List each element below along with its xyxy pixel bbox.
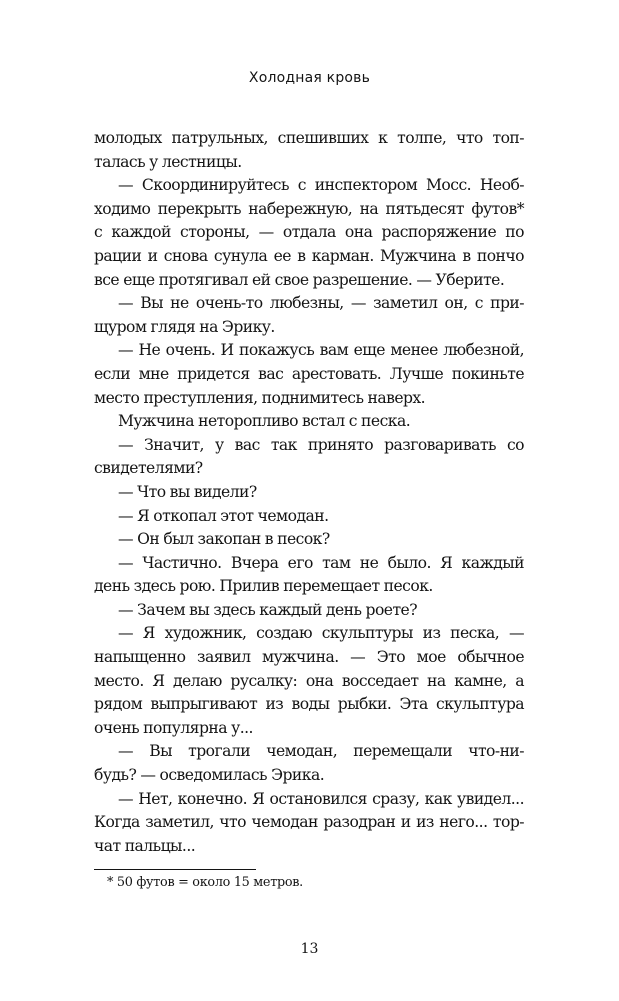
text-line: будь? — осведомилась Эрика. [94, 766, 325, 785]
text-line: место преступления, поднимитесь наверх. [94, 388, 426, 407]
text-line: — Я художник, создаю скульптуры из песка, — [118, 624, 524, 643]
footnote-divider [94, 869, 256, 870]
page-number: 13 [300, 941, 319, 957]
text-line: — Он был закопан в песок? [118, 530, 330, 549]
footnote: * 50 футов = около 15 метров. [107, 875, 303, 890]
text-line: — Я откопал этот чемодан. [118, 506, 329, 525]
text-line: — Значит, у вас так принято разговаривать со [118, 435, 524, 454]
text-line: — Что вы видели? [118, 482, 257, 501]
text-line: — Вы трогали чемодан, перемещали что-ни- [118, 742, 524, 761]
text-line: — Нет, конечно. Я остановился сразу, как увидел... [118, 789, 524, 808]
text-line: место. Я делаю русалку: она восседает на камне, а [94, 671, 524, 690]
text-line: — Вы не очень-то любезны, — заметил он, с при- [118, 294, 524, 313]
text-line: щуром глядя на Эрику. [94, 317, 275, 336]
running-title: Холодная кровь [248, 70, 371, 86]
text-line: если мне придется вас арестовать. Лучше покиньте [94, 364, 524, 383]
text-line: день здесь рою. Прилив перемещает песок. [94, 577, 433, 596]
text-line: — Не очень. И покажусь вам еще менее любезной, [118, 341, 524, 360]
text-line: с каждой стороны, — отдала она распоряжение по [94, 223, 524, 242]
text-line: рации и снова сунула ее в карман. Мужчина в пончо [94, 246, 524, 265]
text-line: рядом выпрыгивают из воды рыбки. Эта скульптура [94, 695, 524, 714]
text-line: молодых патрульных, спешивших к толпе, что топ- [94, 129, 524, 147]
text-line: все еще протягивал ей свое разрешение. — Уберите. [94, 270, 505, 289]
text-line: — Скоординируйтесь с инспектором Мосс. Необ- [118, 176, 524, 195]
text-line: свидетелями? [94, 459, 203, 478]
text-line: — Частично. Вчера его там не было. Я каждый [118, 553, 524, 572]
body-text [94, 127, 524, 858]
text-line: чат пальцы... [94, 836, 196, 855]
text-line: талась у лестницы. [94, 152, 242, 171]
text-line: Когда заметил, что чемодан разодран и из него... тор- [94, 813, 524, 832]
text-line: Мужчина неторопливо встал с песка. [118, 412, 411, 431]
text-line: напыщенно заявил мужчина. — Это мое обычное [94, 648, 524, 667]
text-line: ходимо перекрыть набережную, на пятьдесят футов* [94, 199, 524, 218]
text-line: очень популярна у... [94, 718, 253, 737]
text-line: — Зачем вы здесь каждый день роете? [118, 600, 418, 619]
